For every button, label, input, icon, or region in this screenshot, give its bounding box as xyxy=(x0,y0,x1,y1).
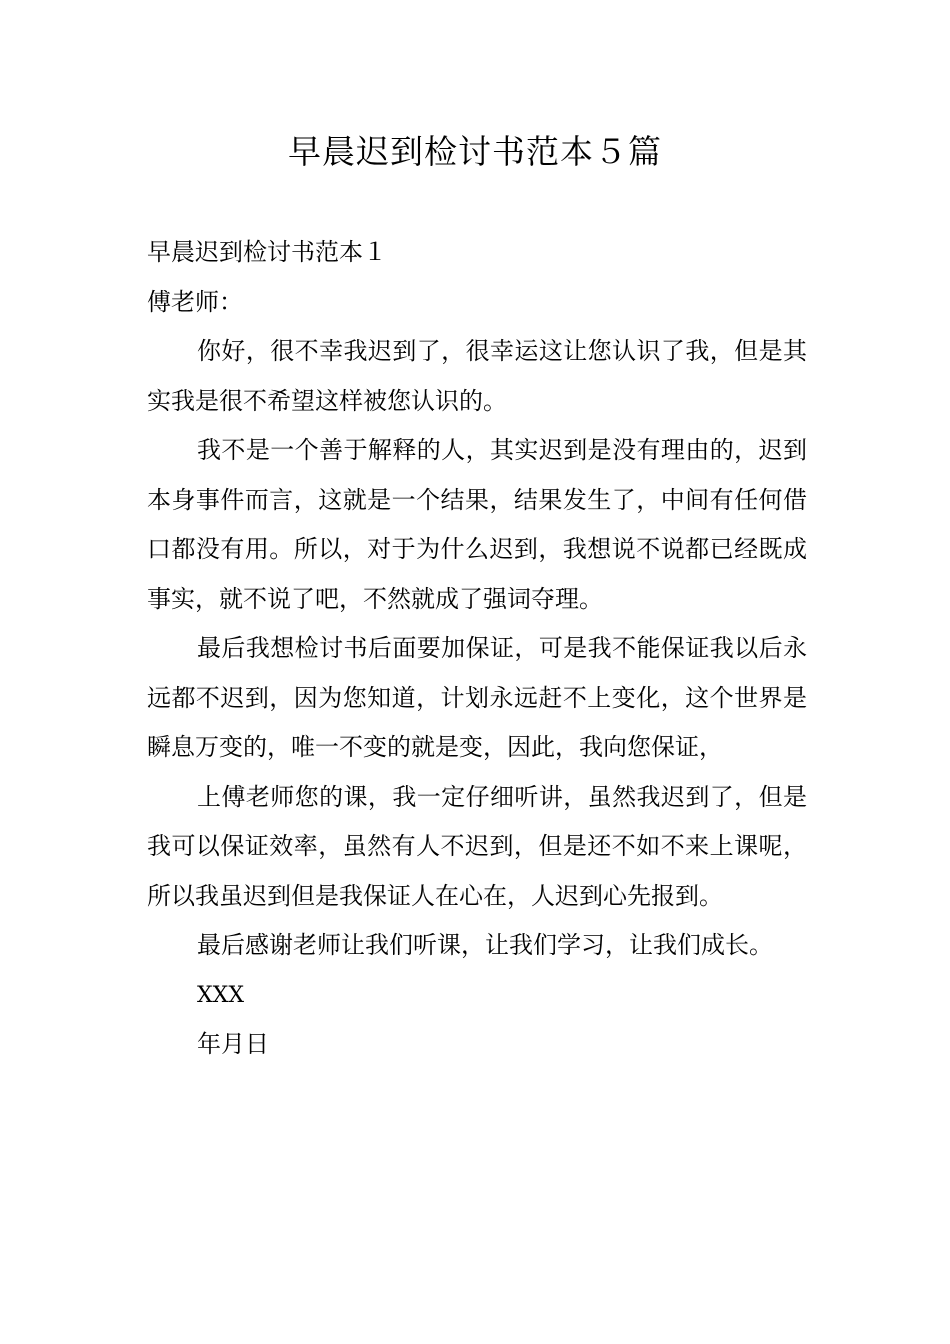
closing-line: 最后感谢老师让我们听课，让我们学习，让我们成长。 xyxy=(197,931,773,959)
paragraph-4: 上傅老师您的课，我一定仔细听讲，虽然我迟到了，但是我可以保证效率，虽然有人不迟到，但是还不如不来上课呢，所以我虽迟到但是我保证人在心在，人迟到心先报到。 xyxy=(147,782,807,910)
paragraph-1: 你好，很不幸我迟到了，很幸运这让您认识了我，但是其实我是很不希望这样被您认识的。 xyxy=(147,337,807,415)
salutation: 傅老师： xyxy=(147,287,243,316)
document-title: 早晨迟到检讨书范本５篇 xyxy=(288,132,662,171)
paragraph-2: 我不是一个善于解释的人，其实迟到是没有理由的，迟到本身事件而言，这就是一个结果，结果发生了，中间有任何借口都没有用。所以，对于为什么迟到，我想说不说都已经既成事实，就不说了吧，不然就成了强词夺理。 xyxy=(147,436,807,613)
paragraph-3: 最后我想检讨书后面要加保证，可是我不能保证我以后永远都不迟到，因为您知道，计划永远赶不上变化，这个世界是瞬息万变的，唯一不变的就是变，因此，我向您保证， xyxy=(147,634,807,761)
signature: XXX xyxy=(197,982,244,1008)
section-heading: 早晨迟到检讨书范本１ xyxy=(147,238,387,266)
date-line: 年月日 xyxy=(197,1030,269,1058)
document-body xyxy=(147,228,807,1070)
